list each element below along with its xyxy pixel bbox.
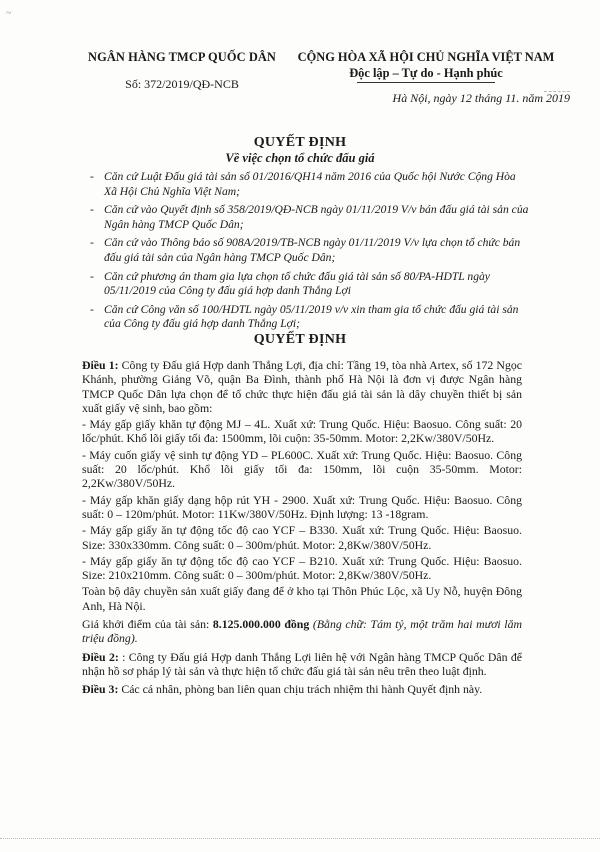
- article-2-label: Điều 2:: [82, 649, 119, 664]
- place-date: Hà Nội, ngày 12 tháng 11. năm 2019: [392, 91, 570, 105]
- article-3-label: Điều 3:: [82, 682, 119, 697]
- price-prefix: Giá khởi điểm của tài sản:: [82, 617, 210, 632]
- legal-basis-list: [90, 170, 530, 336]
- national-motto: Độc lập – Tự do - Hạnh phúc: [349, 66, 503, 80]
- article-3: [82, 682, 522, 696]
- article-2-text: : Công ty Đấu giá Hợp danh Thắng Lợi liên hệ với Ngân hàng TMCP Quốc Dân để nhận hồ sơ pháp lý tài sản và thực hiện tổ chức đấu giá tài sản nêu trên theo luật định.: [82, 649, 522, 678]
- issuer-block: [82, 50, 282, 92]
- asset-item: - Máy gấp giấy khăn tự động MJ – 4L. Xuất xứ: Trung Quốc. Hiệu: Baosuo. Công suất: 20 lốc/phút. Khổ lõi giấy tối đa: 1500mm, lõi cuộn: 35-50mm. Motor: 2,2Kw/380V/50Hz.: [82, 417, 522, 446]
- asset-item: - Máy gấp giấy ăn tự động tốc độ cao YCF – B210. Xuất xứ: Trung Quốc. Hiệu: Baosuo. Size: 210x210mm. Công suất: 0 – 300m/phút. Motor: 2,8Kw/380V/50Hz.: [82, 553, 522, 583]
- decision-subtitle: Về việc chọn tổ chức đấu giá: [225, 151, 375, 165]
- asset-location: Toàn bộ dây chuyền sản xuất giấy đang để ở kho tại Thôn Phúc Lộc, xã Uy Nỗ, huyện Đông Anh, Hà Nội.: [82, 584, 522, 613]
- decision-heading: QUYẾT ĐỊNH: [253, 332, 347, 347]
- basis-item: - Căn cứ Luật Đấu giá tài sản số 01/2016/QH14 năm 2016 của Quốc hội Nước Cộng Hòa Xã Hội Chủ Nghĩa Việt Nam;: [90, 170, 516, 198]
- basis-item: - Căn cứ vào Thông báo số 908A/2019/TB-NCB ngày 01/11/2019 V/v lựa chọn tổ chức bán đấu giá tài sản của Ngân hàng TMCP Quốc Dân;: [90, 236, 521, 264]
- article-1: [82, 358, 522, 415]
- article-2: [82, 650, 522, 679]
- asset-item: - Máy gấp giấy ăn tự động tốc độ cao YCF – B330. Xuất xứ: Trung Quốc. Hiệu: Baosuo. Size: 330x330mm. Công suất: 0 – 300m/phút. Motor: 2,8Kw/380V/50Hz.: [82, 523, 522, 552]
- decision-body: [82, 358, 522, 701]
- bank-name: NGÂN HÀNG TMCP QUỐC DÂN: [88, 50, 276, 64]
- scan-mark: ~: [6, 8, 12, 19]
- basis-item: - Căn cứ vào Quyết định số 358/2019/QĐ-NCB ngày 01/11/2019 V/v bán đấu giá tài sản của Ngân hàng TMCP Quốc Dân;: [90, 203, 529, 231]
- article-3-text: Các cá nhân, phòng ban liên quan chịu trách nhiệm thi hành Quyết định này.: [121, 682, 483, 697]
- national-header: [286, 50, 566, 83]
- motto-underline: [357, 82, 495, 83]
- price-in-words: (Bằng chữ: Tám tỷ, một trăm hai mươi lăm triệu đồng).: [82, 617, 523, 646]
- price-amount: 8.125.000.000 đồng: [212, 617, 310, 632]
- basis-item: - Căn cứ Công văn số 100/HDTL ngày 05/11/2019 v/v xin tham gia tổ chức đấu giá tài sản của Công ty đấu giá hợp danh Thắng Lợi;: [90, 302, 519, 331]
- asset-item: - Máy cuốn giấy vệ sinh tự động YD – PL600C. Xuất xứ: Trung Quốc. Hiệu: Baosuo. Công suất: 20 lốc/phút. Khổ lõi giấy tối đa: 150mm, lõi cuộn 35-50mm. Motor: 2,2Kw/380V/50Hz.: [82, 447, 522, 491]
- asset-item: - Máy gấp khăn giấy dạng hộp rút YH - 2900. Xuất xứ: Trung Quốc. Hiệu: Baosuo. Công suất: 0 – 120m/phút. Motor: 11Kw/380V/50Hz. Định lượng: 13 -18gram.: [82, 492, 522, 521]
- basis-item: - Căn cứ phương án tham gia lựa chọn tổ chức đấu giá tài sản số 80/PA-HDTL ngày 05/11/2019 của Công ty đấu giá hợp danh Thắng Lợi: [90, 269, 490, 298]
- decision-title: QUYẾT ĐỊNH: [253, 135, 347, 150]
- scan-edge: [0, 838, 600, 839]
- starting-price: [82, 617, 522, 646]
- article-1-text: Công ty Đấu giá Hợp danh Thắng Lợi, địa chỉ: Tầng 19, tòa nhà Artex, số 172 Ngọc Khánh, phường Giảng Võ, quận Ba Đình, thành phố Hà Nội là đơn vị được Ngân hàng TMCP Quốc Dân lựa chọn để tổ chức thực hiện đấu giá tài sản là dây chuyền thiết bị sản xuất giấy vệ sinh, bao gồm:: [82, 358, 522, 415]
- trailing-dash: [544, 91, 570, 92]
- nation-name: CỘNG HÒA XÃ HỘI CHỦ NGHĨA VIỆT NAM: [297, 50, 555, 64]
- article-1-label: Điều 1:: [82, 358, 119, 372]
- document-number: Số: 372/2019/QĐ-NCB: [125, 77, 239, 91]
